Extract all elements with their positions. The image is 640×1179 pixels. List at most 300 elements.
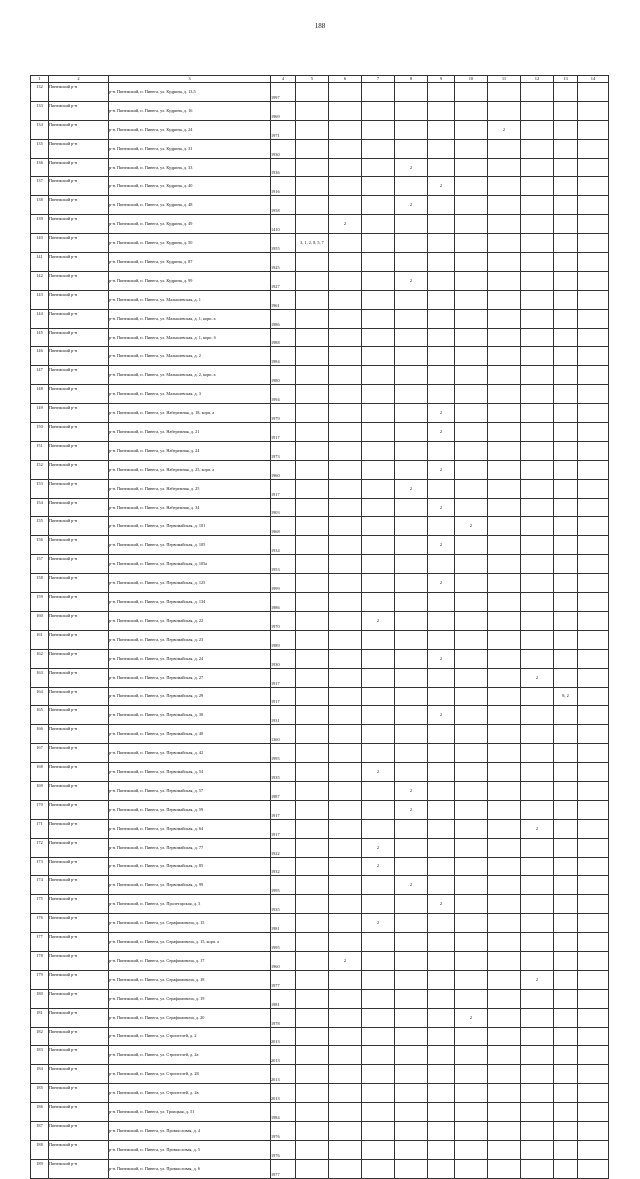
table-row	[31, 139, 609, 158]
mark-cell-col-5	[296, 914, 329, 933]
address-cell: р-н. Пинежский, п. Пинега, ул. Кудрина, д. 31	[109, 139, 271, 158]
mark-cell-col-14	[578, 120, 609, 139]
mark-cell-col-6	[329, 857, 362, 876]
row-number-cell: 135	[31, 139, 49, 158]
district-cell: Пинежский р-н	[49, 441, 109, 460]
mark-cell-col-14	[578, 83, 609, 102]
mark-cell-col-14	[578, 611, 609, 630]
mark-cell-col-6	[329, 933, 362, 952]
address-cell: р-н. Пинежский, п. Пинега, ул. Первомайская, д. 64	[109, 819, 271, 838]
table-row	[31, 649, 609, 668]
address-cell: р-н. Пинежский, п. Пинега, ул. Первомайская, д. 29	[109, 687, 271, 706]
mark-cell-col-9	[428, 1159, 455, 1178]
mark-cell-col-5	[296, 83, 329, 102]
row-number-cell: 186	[31, 1103, 49, 1122]
row-number-cell: 175	[31, 895, 49, 914]
mark-cell-col-13	[554, 838, 578, 857]
mark-cell-col-14	[578, 706, 609, 725]
district-cell: Пинежский р-н	[49, 951, 109, 970]
mark-cell-col-10	[455, 706, 488, 725]
mark-cell-col-14	[578, 1065, 609, 1084]
mark-cell-col-13	[554, 158, 578, 177]
mark-cell-col-8	[395, 215, 428, 234]
mark-cell-col-14	[578, 101, 609, 120]
mark-cell-col-8	[395, 895, 428, 914]
year-cell: 1922	[271, 838, 296, 857]
table-row	[31, 914, 609, 933]
mark-cell-col-8: 2	[395, 196, 428, 215]
district-cell: Пинежский р-н	[49, 158, 109, 177]
mark-cell-col-5	[296, 895, 329, 914]
mark-cell-col-9: 2	[428, 404, 455, 423]
mark-cell-col-14	[578, 876, 609, 895]
address-cell: р-н. Пинежский, п. Пинега, ул. Набережная, д. 18, корп. а	[109, 404, 271, 423]
mark-cell-col-11	[488, 593, 521, 612]
mark-cell-col-7	[362, 404, 395, 423]
district-cell: Пинежский р-н	[49, 555, 109, 574]
mark-cell-col-13	[554, 253, 578, 272]
mark-cell-col-5	[296, 309, 329, 328]
mark-cell-col-10	[455, 234, 488, 253]
mark-cell-col-9	[428, 385, 455, 404]
address-cell: р-н. Пинежский, п. Пинега, ул. Кудрина, д. 16	[109, 101, 271, 120]
mark-cell-col-6	[329, 1140, 362, 1159]
mark-cell-col-14	[578, 895, 609, 914]
mark-cell-col-14	[578, 933, 609, 952]
mark-cell-col-7: 2	[362, 914, 395, 933]
mark-cell-col-6	[329, 479, 362, 498]
mark-cell-col-5	[296, 857, 329, 876]
mark-cell-col-7	[362, 970, 395, 989]
mark-cell-col-14	[578, 593, 609, 612]
mark-cell-col-14	[578, 441, 609, 460]
mark-cell-col-10	[455, 101, 488, 120]
mark-cell-col-12	[521, 857, 554, 876]
address-cell: р-н. Пинежский, п. Пинега, ул. Первомайская, д. 105а	[109, 555, 271, 574]
mark-cell-col-8	[395, 517, 428, 536]
mark-cell-col-9	[428, 441, 455, 460]
mark-cell-col-11	[488, 763, 521, 782]
table-row	[31, 404, 609, 423]
mark-cell-col-14	[578, 649, 609, 668]
mark-cell-col-8	[395, 1084, 428, 1103]
mark-cell-col-12	[521, 1084, 554, 1103]
mark-cell-col-13	[554, 819, 578, 838]
mark-cell-col-6	[329, 253, 362, 272]
mark-cell-col-11	[488, 253, 521, 272]
mark-cell-col-6	[329, 574, 362, 593]
mark-cell-col-9: 2	[428, 895, 455, 914]
mark-cell-col-6: 2	[329, 215, 362, 234]
mark-cell-col-7	[362, 1046, 395, 1065]
year-cell: 1934	[271, 536, 296, 555]
mark-cell-col-6	[329, 517, 362, 536]
table-row	[31, 1121, 609, 1140]
mark-cell-col-14	[578, 914, 609, 933]
mark-cell-col-9	[428, 158, 455, 177]
mark-cell-col-6	[329, 706, 362, 725]
mark-cell-col-13	[554, 498, 578, 517]
mark-cell-col-14	[578, 139, 609, 158]
mark-cell-col-11	[488, 83, 521, 102]
address-cell: р-н. Пинежский, п. Пинега, ул. Малышевская, д. 2	[109, 347, 271, 366]
table-row	[31, 101, 609, 120]
table-row	[31, 611, 609, 630]
mark-cell-col-6	[329, 441, 362, 460]
table-row	[31, 234, 609, 253]
mark-cell-col-10	[455, 253, 488, 272]
mark-cell-col-6	[329, 838, 362, 857]
mark-cell-col-14	[578, 763, 609, 782]
mark-cell-col-7	[362, 253, 395, 272]
mark-cell-col-12	[521, 101, 554, 120]
row-number-cell: 143	[31, 290, 49, 309]
mark-cell-col-8	[395, 120, 428, 139]
mark-cell-col-12	[521, 574, 554, 593]
mark-cell-col-11	[488, 158, 521, 177]
district-cell: Пинежский р-н	[49, 271, 109, 290]
mark-cell-col-13	[554, 234, 578, 253]
mark-cell-col-6	[329, 404, 362, 423]
mark-cell-col-11	[488, 989, 521, 1008]
address-cell: р-н. Пинежский, п. Пинега, ул. Первомайская, д. 125	[109, 574, 271, 593]
mark-cell-col-5	[296, 1065, 329, 1084]
row-number-cell: 160	[31, 611, 49, 630]
mark-cell-col-13	[554, 630, 578, 649]
mark-cell-col-5	[296, 139, 329, 158]
address-cell: р-н. Пинежский, п. Пинега, ул. Строителей, д. 2в	[109, 1084, 271, 1103]
mark-cell-col-11	[488, 857, 521, 876]
table-row	[31, 309, 609, 328]
column-header-2: 2	[49, 76, 109, 83]
address-cell: р-н. Пинежский, п. Пинега, ул. Первомайская, д. 23	[109, 630, 271, 649]
table-body	[31, 83, 609, 1179]
mark-cell-col-8	[395, 1140, 428, 1159]
mark-cell-col-5	[296, 536, 329, 555]
year-cell: 1917	[271, 668, 296, 687]
district-cell: Пинежский р-н	[49, 1084, 109, 1103]
mark-cell-col-8	[395, 441, 428, 460]
mark-cell-col-12	[521, 479, 554, 498]
table-row	[31, 423, 609, 442]
mark-cell-col-6	[329, 139, 362, 158]
mark-cell-col-8	[395, 1103, 428, 1122]
address-cell: р-н. Пинежский, п. Пинега, ул. Серафимовича, д. 15, корп. а	[109, 933, 271, 952]
mark-cell-col-12	[521, 687, 554, 706]
mark-cell-col-9	[428, 933, 455, 952]
district-cell: Пинежский р-н	[49, 1159, 109, 1178]
mark-cell-col-8	[395, 404, 428, 423]
mark-cell-col-14	[578, 725, 609, 744]
mark-cell-col-8	[395, 83, 428, 102]
year-cell: 1977	[271, 970, 296, 989]
table-row	[31, 517, 609, 536]
mark-cell-col-12: 2	[521, 970, 554, 989]
mark-cell-col-14	[578, 385, 609, 404]
mark-cell-col-8	[395, 1121, 428, 1140]
mark-cell-col-10	[455, 763, 488, 782]
row-number-cell: 168	[31, 763, 49, 782]
column-header-11: 11	[488, 76, 521, 83]
mark-cell-col-7	[362, 517, 395, 536]
mark-cell-col-8	[395, 706, 428, 725]
row-number-cell: 140	[31, 234, 49, 253]
mark-cell-col-5: 3, 1, 2, 8, 5, 7	[296, 234, 329, 253]
mark-cell-col-13	[554, 970, 578, 989]
district-cell: Пинежский р-н	[49, 83, 109, 102]
mark-cell-col-13	[554, 536, 578, 555]
table-row	[31, 706, 609, 725]
column-header-10: 10	[455, 76, 488, 83]
mark-cell-col-10	[455, 1027, 488, 1046]
mark-cell-col-6	[329, 763, 362, 782]
row-number-cell: 148	[31, 385, 49, 404]
year-cell: 1970	[271, 611, 296, 630]
row-number-cell: 165	[31, 706, 49, 725]
mark-cell-col-9	[428, 253, 455, 272]
year-cell: 1917	[271, 423, 296, 442]
row-number-cell: 152	[31, 460, 49, 479]
mark-cell-col-6	[329, 876, 362, 895]
mark-cell-col-5	[296, 951, 329, 970]
mark-cell-col-9	[428, 800, 455, 819]
mark-cell-col-10	[455, 328, 488, 347]
year-cell: 1961	[271, 290, 296, 309]
mark-cell-col-8	[395, 460, 428, 479]
mark-cell-col-11	[488, 555, 521, 574]
year-cell: 1360	[271, 725, 296, 744]
table-row	[31, 460, 609, 479]
mark-cell-col-14	[578, 970, 609, 989]
mark-cell-col-9	[428, 83, 455, 102]
row-number-cell: 142	[31, 271, 49, 290]
mark-cell-col-7	[362, 593, 395, 612]
mark-cell-col-9	[428, 744, 455, 763]
mark-cell-col-8	[395, 725, 428, 744]
district-cell: Пинежский р-н	[49, 1121, 109, 1140]
row-number-cell: 137	[31, 177, 49, 196]
mark-cell-col-6	[329, 687, 362, 706]
mark-cell-col-7	[362, 555, 395, 574]
mark-cell-col-10	[455, 196, 488, 215]
row-number-cell: 172	[31, 838, 49, 857]
mark-cell-col-7	[362, 800, 395, 819]
mark-cell-col-5	[296, 876, 329, 895]
mark-cell-col-10	[455, 970, 488, 989]
mark-cell-col-14	[578, 423, 609, 442]
mark-cell-col-6	[329, 800, 362, 819]
mark-cell-col-14	[578, 555, 609, 574]
mark-cell-col-7	[362, 271, 395, 290]
mark-cell-col-6	[329, 385, 362, 404]
district-cell: Пинежский р-н	[49, 479, 109, 498]
district-cell: Пинежский р-н	[49, 593, 109, 612]
mark-cell-col-13	[554, 800, 578, 819]
mark-cell-col-5	[296, 574, 329, 593]
table-header	[31, 76, 609, 83]
column-header-7: 7	[362, 76, 395, 83]
mark-cell-col-7	[362, 290, 395, 309]
mark-cell-col-11	[488, 101, 521, 120]
address-cell: р-н. Пинежский, п. Пинега, ул. Малышевская, д. 2, корп. а	[109, 366, 271, 385]
address-cell: р-н. Пинежский, п. Пинега, ул. Первомайская, д. 134	[109, 593, 271, 612]
row-number-cell: 150	[31, 423, 49, 442]
mark-cell-col-11	[488, 347, 521, 366]
mark-cell-col-11	[488, 271, 521, 290]
mark-cell-col-11	[488, 385, 521, 404]
mark-cell-col-10	[455, 687, 488, 706]
mark-cell-col-5	[296, 555, 329, 574]
mark-cell-col-6	[329, 177, 362, 196]
mark-cell-col-10	[455, 1121, 488, 1140]
mark-cell-col-7	[362, 441, 395, 460]
mark-cell-col-13	[554, 574, 578, 593]
mark-cell-col-10	[455, 574, 488, 593]
table-row	[31, 1027, 609, 1046]
year-cell: 1994	[271, 385, 296, 404]
mark-cell-col-13	[554, 876, 578, 895]
mark-cell-col-9	[428, 517, 455, 536]
mark-cell-col-10	[455, 366, 488, 385]
mark-cell-col-7	[362, 1065, 395, 1084]
mark-cell-col-13	[554, 139, 578, 158]
mark-cell-col-13	[554, 460, 578, 479]
mark-cell-col-5	[296, 404, 329, 423]
row-number-cell: 170	[31, 800, 49, 819]
mark-cell-col-9	[428, 876, 455, 895]
mark-cell-col-10	[455, 215, 488, 234]
table-row	[31, 800, 609, 819]
row-number-cell: 156	[31, 536, 49, 555]
row-number-cell: 167	[31, 744, 49, 763]
mark-cell-col-6	[329, 555, 362, 574]
row-number-cell: 154	[31, 498, 49, 517]
mark-cell-col-10	[455, 876, 488, 895]
table-row	[31, 1140, 609, 1159]
mark-cell-col-11	[488, 234, 521, 253]
district-cell: Пинежский р-н	[49, 290, 109, 309]
mark-cell-col-6	[329, 101, 362, 120]
mark-cell-col-13	[554, 781, 578, 800]
table-row	[31, 819, 609, 838]
year-cell: 1903	[271, 498, 296, 517]
year-cell: 1995	[271, 876, 296, 895]
year-cell: 1953	[271, 555, 296, 574]
mark-cell-col-11	[488, 649, 521, 668]
row-number-cell: 164	[31, 687, 49, 706]
mark-cell-col-6	[329, 460, 362, 479]
district-cell: Пинежский р-н	[49, 309, 109, 328]
mark-cell-col-8	[395, 951, 428, 970]
mark-cell-col-5	[296, 838, 329, 857]
mark-cell-col-9	[428, 1140, 455, 1159]
year-cell: 2013	[271, 1027, 296, 1046]
mark-cell-col-9	[428, 781, 455, 800]
district-cell: Пинежский р-н	[49, 838, 109, 857]
year-cell: 1931	[271, 706, 296, 725]
mark-cell-col-7	[362, 1027, 395, 1046]
mark-cell-col-12	[521, 706, 554, 725]
mark-cell-col-14	[578, 687, 609, 706]
mark-cell-col-13	[554, 1159, 578, 1178]
year-cell: 2013	[271, 1084, 296, 1103]
mark-cell-col-14	[578, 366, 609, 385]
mark-cell-col-14	[578, 574, 609, 593]
mark-cell-col-7	[362, 139, 395, 158]
mark-cell-col-12	[521, 1140, 554, 1159]
district-cell: Пинежский р-н	[49, 819, 109, 838]
district-cell: Пинежский р-н	[49, 404, 109, 423]
mark-cell-col-11	[488, 139, 521, 158]
mark-cell-col-14	[578, 1027, 609, 1046]
mark-cell-col-6	[329, 423, 362, 442]
mark-cell-col-11	[488, 933, 521, 952]
row-number-cell: 180	[31, 989, 49, 1008]
address-cell: р-н. Пинежский, п. Пинега, ул. Набережная, д. 34	[109, 498, 271, 517]
mark-cell-col-6	[329, 914, 362, 933]
row-number-cell: 171	[31, 819, 49, 838]
mark-cell-col-10	[455, 177, 488, 196]
mark-cell-col-8	[395, 1027, 428, 1046]
table-row	[31, 876, 609, 895]
mark-cell-col-12	[521, 914, 554, 933]
table-row	[31, 1008, 609, 1027]
mark-cell-col-14	[578, 158, 609, 177]
mark-cell-col-11	[488, 1084, 521, 1103]
district-cell: Пинежский р-н	[49, 857, 109, 876]
mark-cell-col-5	[296, 385, 329, 404]
mark-cell-col-8: 2	[395, 479, 428, 498]
address-cell: р-н. Пинежский, п. Пинега, ул. Первомайская, д. 105	[109, 536, 271, 555]
address-cell: р-н. Пинежский, п. Пинега, ул. Кудрина, д. 33	[109, 158, 271, 177]
mark-cell-col-5	[296, 253, 329, 272]
mark-cell-col-11	[488, 536, 521, 555]
row-number-cell: 189	[31, 1159, 49, 1178]
mark-cell-col-13	[554, 611, 578, 630]
year-cell: 1986	[271, 309, 296, 328]
mark-cell-col-5	[296, 668, 329, 687]
table-row	[31, 1103, 609, 1122]
address-cell: р-н. Пинежский, п. Пинега, ул. Кудрина, д. 87	[109, 253, 271, 272]
district-cell: Пинежский р-н	[49, 460, 109, 479]
table-row	[31, 970, 609, 989]
mark-cell-col-7	[362, 819, 395, 838]
mark-cell-col-9	[428, 687, 455, 706]
mark-cell-col-12: 2	[521, 819, 554, 838]
row-number-cell: 147	[31, 366, 49, 385]
row-number-cell: 169	[31, 781, 49, 800]
district-cell: Пинежский р-н	[49, 196, 109, 215]
table-row	[31, 687, 609, 706]
mark-cell-col-9	[428, 196, 455, 215]
mark-cell-col-11	[488, 725, 521, 744]
mark-cell-col-7: 2	[362, 611, 395, 630]
mark-cell-col-8	[395, 1046, 428, 1065]
year-cell: 1968	[271, 517, 296, 536]
row-number-cell: 151	[31, 441, 49, 460]
page-number: 188	[314, 22, 326, 30]
mark-cell-col-5	[296, 1084, 329, 1103]
district-cell: Пинежский р-н	[49, 517, 109, 536]
mark-cell-col-9	[428, 1027, 455, 1046]
mark-cell-col-8	[395, 309, 428, 328]
mark-cell-col-5	[296, 593, 329, 612]
year-cell: 1999	[271, 574, 296, 593]
mark-cell-col-9	[428, 555, 455, 574]
mark-cell-col-9	[428, 989, 455, 1008]
row-number-cell: 159	[31, 593, 49, 612]
mark-cell-col-13: 8, 2	[554, 687, 578, 706]
